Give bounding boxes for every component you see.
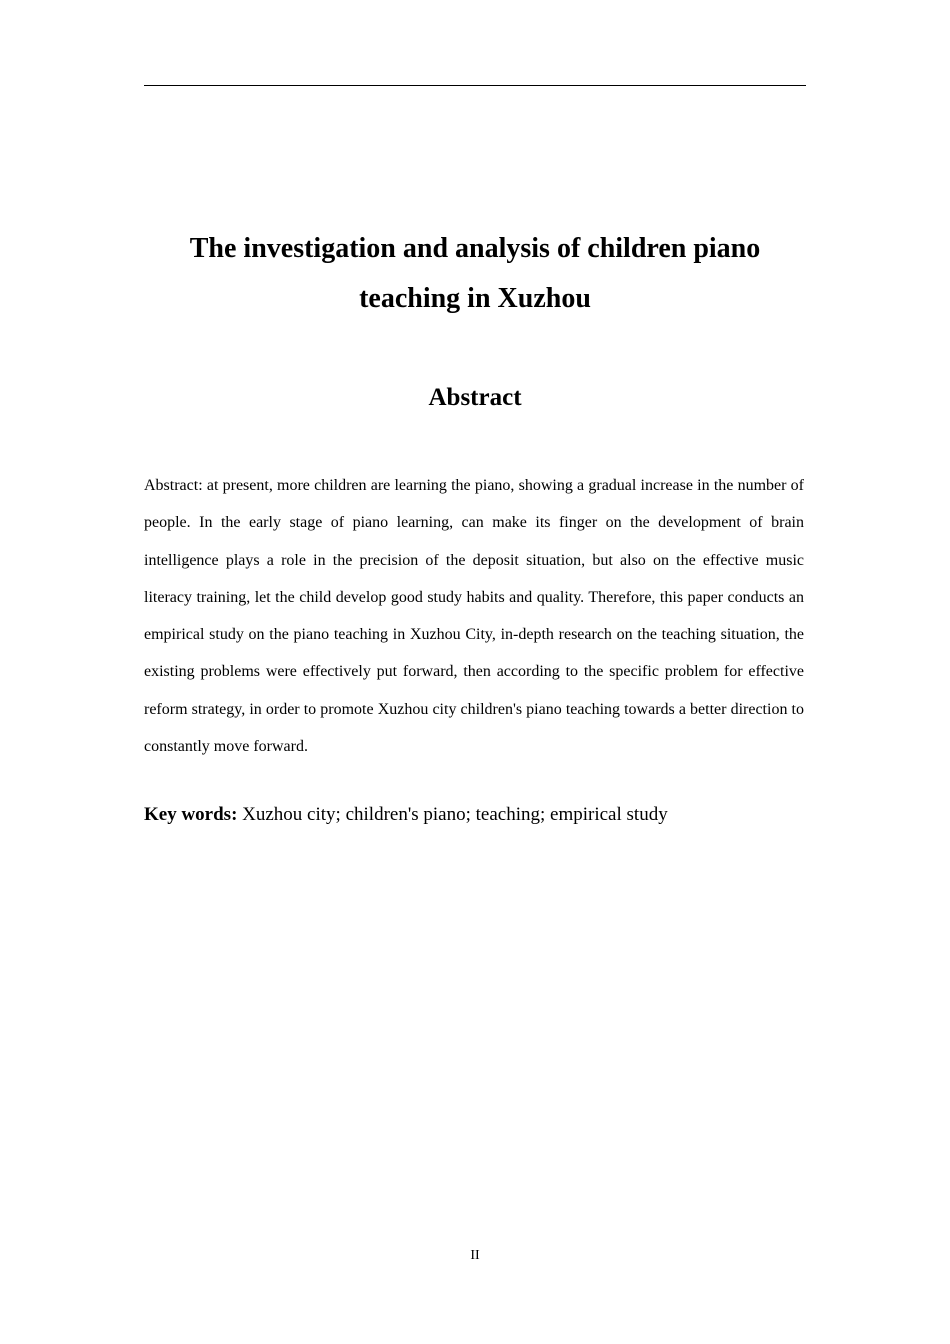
keywords-label: Key words: [144,804,238,825]
paper-title: The investigation and analysis of children piano teaching in Xuzhou [189,233,761,314]
header-rule [144,85,806,86]
abstract-body: Abstract: at present, more children are learning the piano, showing a gradual increase in the number of people. In the early stage of piano learning, can make its finger on the development of brain intelligence plays a role in the precision of the deposit situation, but also on the effective music literacy training, let the child develop good study habits and quality. Therefore, this paper conducts an empirical study on the piano teaching in Xuzhou City, in-depth research on the teaching situation, the existing problems were effectively put forward, then according to the specific problem for effective reform strategy, in order to promote Xuzhou city children's piano teaching towards a better direction to constantly move forward. [144,477,804,756]
keywords-value: Xuzhou city; children's piano; teaching; empirical study [237,804,668,825]
page-number: II [470,1248,480,1263]
keywords-line [144,800,806,830]
abstract-heading: Abstract [428,384,522,411]
